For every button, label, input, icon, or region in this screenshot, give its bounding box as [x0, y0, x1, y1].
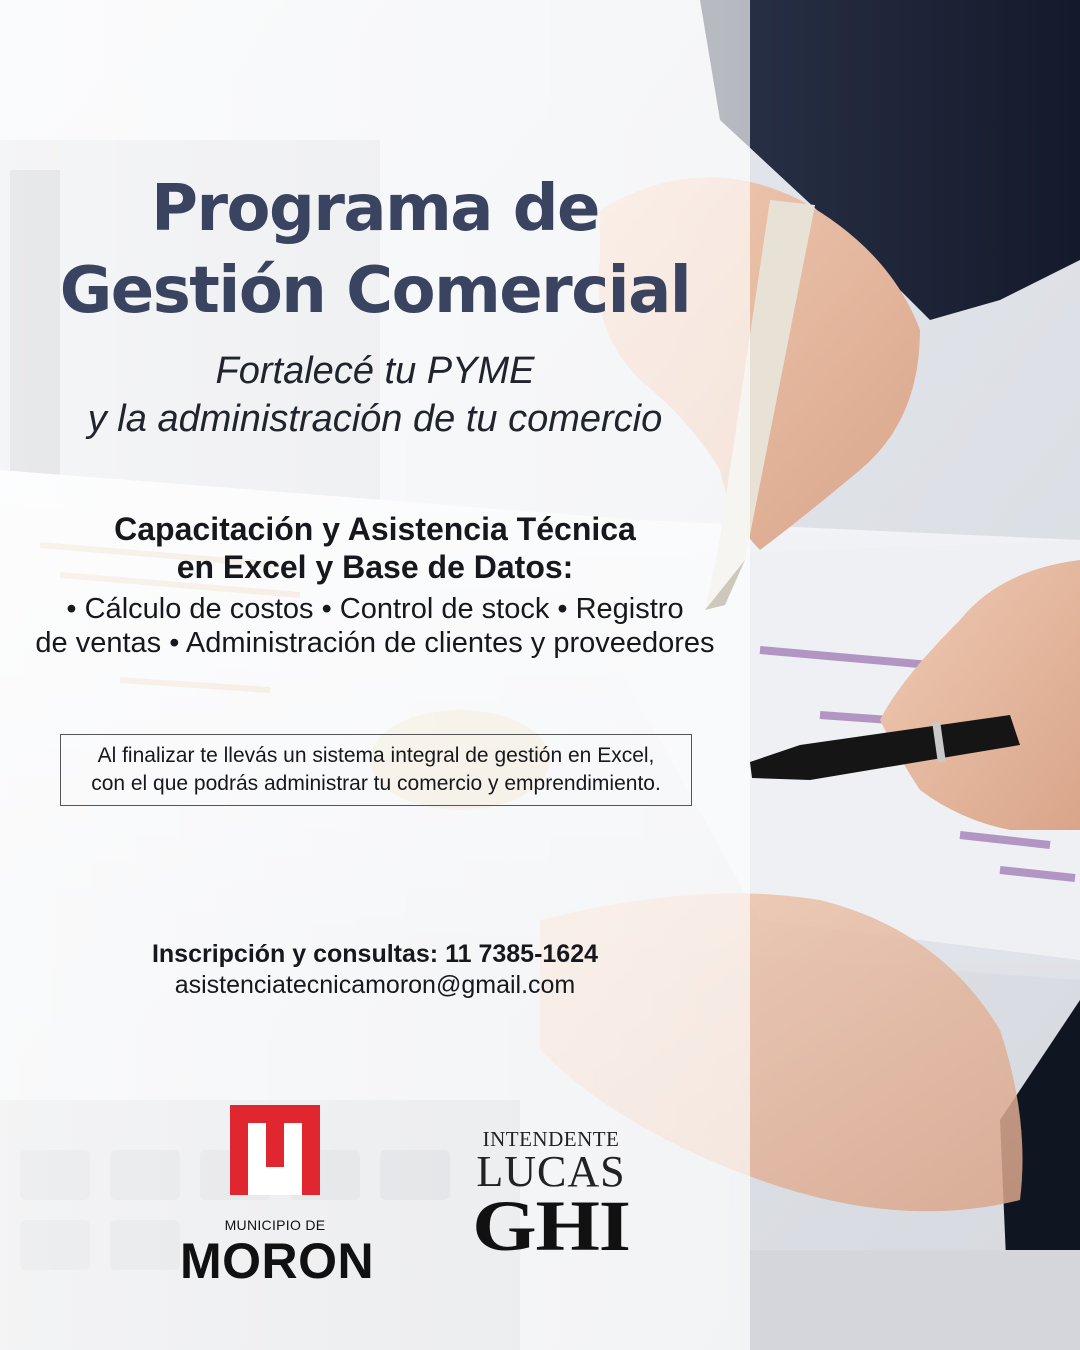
services-line-1: • Cálculo de costos • Control de stock • Registro [66, 593, 684, 625]
subtitle-line-1: Fortalecé tu PYME [215, 350, 535, 392]
subtitle-line-2: y la administración de tu comercio [87, 398, 663, 440]
title-line-1: Programa de [151, 172, 599, 246]
municipio-moron-logo [180, 1100, 375, 1290]
info-line-1: Al finalizar te llevás un sistema integral de gestión en Excel, [97, 744, 655, 767]
contact-email[interactable]: asistenciatecnicamoron@gmail.com [174, 971, 576, 999]
moron-m-icon [230, 1105, 320, 1195]
contact-label: Inscripción y consultas: [151, 940, 439, 968]
services-heading [0, 510, 750, 586]
intendente-ghi-logo [466, 1127, 636, 1266]
services-list [0, 592, 750, 660]
info-box [60, 734, 692, 806]
subtitle [0, 347, 750, 443]
services-heading-line-2: en Excel y Base de Datos: [176, 549, 574, 585]
moron-name: MORON [180, 1233, 375, 1289]
info-line-2: con el que podrás administrar tu comercio y emprendimiento. [91, 772, 661, 795]
contact-line [0, 939, 750, 970]
ghi-last-name: GHI [472, 1186, 630, 1266]
ghi-caption: INTENDENTE [482, 1127, 620, 1151]
moron-caption: MUNICIPIO DE [224, 1217, 326, 1233]
contact-info [0, 939, 750, 1001]
ghi-first-name: LUCAS [476, 1147, 626, 1196]
services-heading-line-1: Capacitación y Asistencia Técnica [114, 511, 636, 547]
contact-phone[interactable]: 11 7385-1624 [445, 940, 599, 968]
services-line-2: de ventas • Administración de clientes y proveedores [35, 627, 715, 659]
title-line-2: Gestión Comercial [59, 254, 691, 328]
page-title [0, 168, 750, 332]
